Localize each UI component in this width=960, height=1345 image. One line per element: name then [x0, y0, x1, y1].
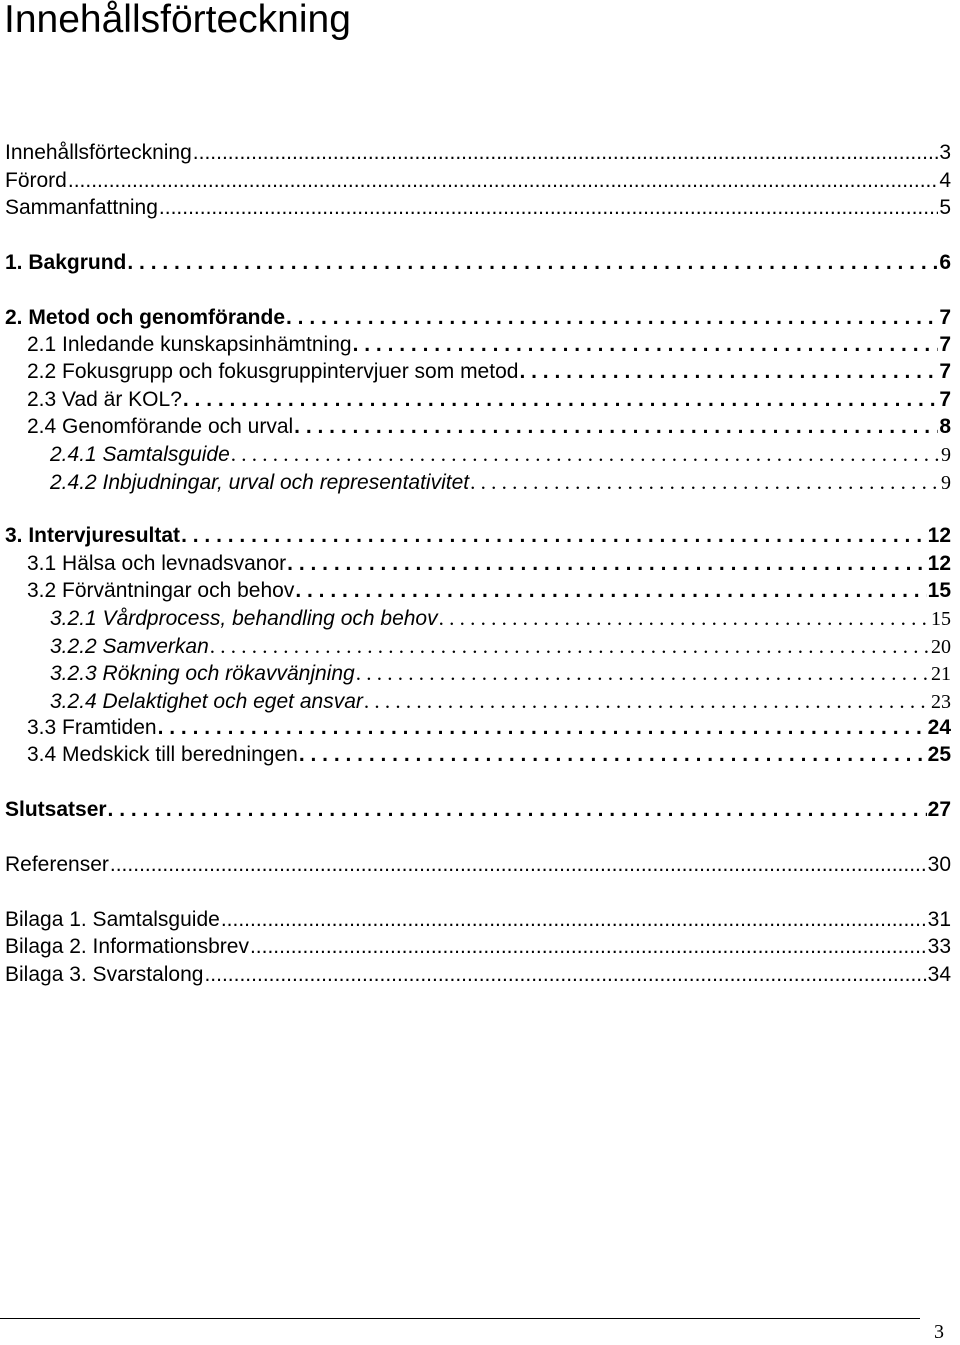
toc-entry-page: 30	[927, 853, 951, 876]
toc-leader-dots	[221, 907, 927, 933]
toc-entry-page: 6	[939, 251, 951, 274]
toc-entry-label: Sammanfattning	[5, 196, 158, 219]
toc-leader-dots	[519, 359, 938, 385]
toc-leader-dots	[356, 660, 930, 687]
toc-entry-page: 33	[927, 935, 951, 958]
toc-entry-label: Bilaga 3. Svarstalong	[5, 963, 204, 986]
toc-entry[interactable]	[5, 523, 951, 549]
toc-entry[interactable]	[27, 742, 951, 768]
toc-entry-label: 2.2 Fokusgrupp och fokusgruppintervjuer som metod	[27, 360, 519, 383]
toc-entry-page: 9	[941, 472, 951, 494]
toc-entry[interactable]	[5, 195, 951, 221]
toc-entry-label: 1. Bakgrund	[5, 251, 127, 274]
toc-entry[interactable]	[27, 578, 951, 604]
toc-entry-label: 2.4.2 Inbjudningar, urval och representativitet	[50, 471, 470, 494]
toc-leader-dots	[183, 387, 938, 413]
toc-leader-dots	[299, 742, 927, 768]
toc-leader-dots	[353, 332, 939, 358]
toc-entry[interactable]	[27, 414, 951, 440]
toc-entry[interactable]	[5, 934, 951, 960]
toc-entry-label: 3. Intervjuresultat	[5, 524, 181, 547]
toc-leader-dots	[287, 551, 926, 577]
toc-entry-label: 2.1 Inledande kunskapsinhämtning	[27, 333, 352, 356]
toc-leader-dots	[231, 441, 940, 468]
toc-entry-label: 3.2 Förväntningar och behov	[27, 579, 295, 602]
toc-leader-dots	[470, 469, 940, 496]
toc-entry-label: 3.2.4 Delaktighet och eget ansvar	[50, 690, 363, 713]
toc-leader-dots	[295, 578, 926, 604]
toc-leader-dots	[158, 715, 927, 741]
toc-entry-label: 3.4 Medskick till beredningen	[27, 743, 298, 766]
toc-entry-page: 4	[939, 169, 951, 192]
toc-entry-page: 27	[927, 798, 951, 821]
toc-entry[interactable]	[50, 660, 951, 686]
toc-entry-page: 7	[939, 360, 951, 383]
toc-entry-label: 2.3 Vad är KOL?	[27, 388, 182, 411]
toc-entry[interactable]	[27, 332, 951, 358]
toc-entry[interactable]	[50, 633, 951, 659]
toc-entry-page: 15	[931, 608, 951, 630]
toc-entry-label: 3.1 Hälsa och levnadsvanor	[27, 552, 287, 575]
toc-entry-label: Slutsatser	[5, 798, 107, 821]
toc-leader-dots	[364, 688, 930, 715]
toc-leader-dots	[68, 168, 938, 194]
toc-entry-page: 7	[939, 306, 951, 329]
toc-leader-dots	[286, 305, 938, 331]
toc-entry-page: 31	[927, 908, 951, 931]
toc-entry[interactable]	[50, 441, 951, 467]
toc-entry[interactable]	[50, 688, 951, 714]
toc-leader-dots	[110, 852, 927, 878]
toc-entry-label: 2. Metod och genomförande	[5, 306, 286, 329]
toc-entry-label: Referenser	[5, 853, 109, 876]
toc-entry-label: 2.4 Genomförande och urval	[27, 415, 294, 438]
toc-entry-page: 24	[927, 716, 951, 739]
toc-entry-page: 20	[931, 636, 951, 658]
toc-entry-page: 23	[931, 691, 951, 713]
toc-entry[interactable]	[5, 305, 951, 331]
toc-leader-dots	[181, 523, 927, 549]
toc-entry-page: 8	[939, 415, 951, 438]
toc-leader-dots	[439, 605, 930, 632]
toc-entry-label: 3.2.2 Samverkan	[50, 635, 209, 658]
toc-leader-dots	[204, 962, 926, 988]
toc-entry-page: 15	[927, 579, 951, 602]
toc-entry-label: 3.2.3 Rökning och rökavvänjning	[50, 662, 355, 685]
toc-entry[interactable]	[5, 140, 951, 166]
toc-leader-dots	[250, 934, 927, 960]
toc-entry[interactable]	[27, 715, 951, 741]
toc-entry-page: 7	[939, 388, 951, 411]
toc-leader-dots	[294, 414, 938, 440]
toc-entry-label: Bilaga 2. Informationsbrev	[5, 935, 249, 958]
toc-leader-dots	[159, 195, 938, 221]
toc-entry[interactable]	[5, 168, 951, 194]
toc-entry-page: 12	[927, 552, 951, 575]
toc-entry-page: 25	[927, 743, 951, 766]
toc-entry[interactable]	[27, 359, 951, 385]
toc-entry[interactable]	[5, 797, 951, 823]
toc-entry[interactable]	[5, 250, 951, 276]
toc-leader-dots	[127, 250, 938, 276]
toc-entry[interactable]	[5, 907, 951, 933]
toc-entry[interactable]	[27, 387, 951, 413]
toc-entry[interactable]	[27, 551, 951, 577]
toc-entry-page: 34	[927, 963, 951, 986]
toc-leader-dots	[108, 797, 927, 823]
toc-leader-dots	[210, 633, 930, 660]
toc-entry-page: 7	[939, 333, 951, 356]
toc-entry-label: 2.4.1 Samtalsguide	[50, 443, 230, 466]
page-number: 3	[934, 1321, 944, 1343]
toc-entry[interactable]	[5, 962, 951, 988]
toc-entry-label: Bilaga 1. Samtalsguide	[5, 908, 220, 931]
toc-entry-page: 9	[941, 444, 951, 466]
toc-entry-label: 3.2.1 Vårdprocess, behandling och behov	[50, 607, 438, 630]
toc-entry-page: 5	[939, 196, 951, 219]
toc-leader-dots	[193, 140, 939, 166]
page-title: Innehållsförteckning	[4, 0, 351, 41]
toc-entry[interactable]	[50, 605, 951, 631]
toc-entry[interactable]	[50, 469, 951, 495]
toc-entry-page: 21	[931, 663, 951, 685]
toc-entry[interactable]	[5, 852, 951, 878]
toc-entry-page: 3	[939, 141, 951, 164]
toc-entry-page: 12	[927, 524, 951, 547]
toc-entry-label: 3.3 Framtiden	[27, 716, 157, 739]
toc-entry-label: Innehållsförteckning	[5, 141, 192, 164]
footer-divider	[0, 1318, 920, 1319]
toc-entry-label: Förord	[5, 169, 67, 192]
